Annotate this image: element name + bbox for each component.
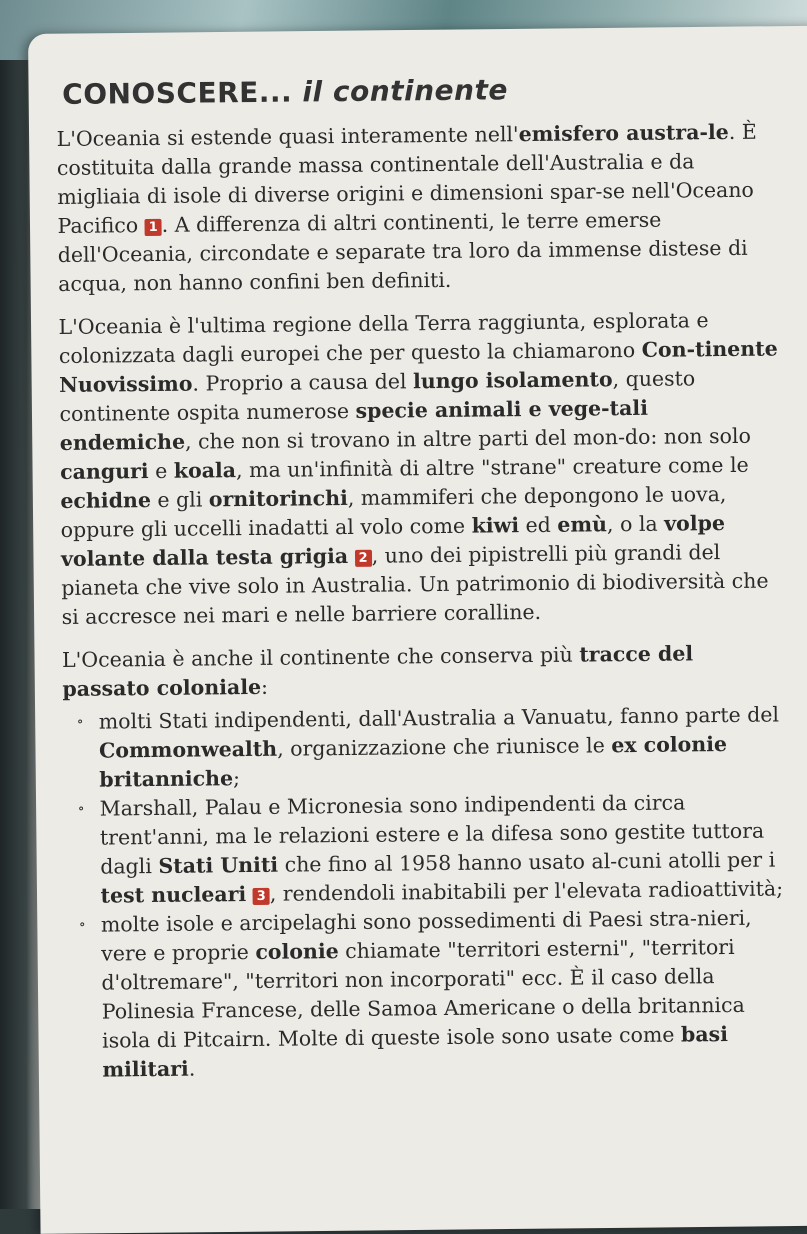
section-title xyxy=(62,70,776,110)
bullet-icon: ∘ xyxy=(77,800,85,817)
bold-term: volpe volante dalla testa grigia xyxy=(60,511,726,571)
text-run: : xyxy=(260,674,269,699)
bold-term: Stati Uniti xyxy=(158,852,279,878)
text-run: , uno dei pipistrelli più grandi del pianeta che vive solo in Australia. Un patrimonio di biodiversità che si accresce nei mari e nelle barriere coralline. xyxy=(61,540,769,629)
bold-term: lungo isolamento xyxy=(412,367,613,394)
bold-term: Con-tinente Nuovissimo xyxy=(59,336,778,397)
text-run: che fino al 1958 hanno usato al-cuni atolli per i xyxy=(278,847,776,877)
bold-term: emisfero austra-le xyxy=(518,119,729,147)
bullet-icon: ∘ xyxy=(78,916,86,933)
text-run: , mammiferi che depongono le uova, oppure gli uccelli inadatti al volo come xyxy=(60,482,727,542)
text-run: ; xyxy=(232,766,241,791)
bold-term: echidne xyxy=(60,488,152,513)
text-run: . È costituita dalla grande massa continentale dell'Australia e da migliaia di isole di diverse origini e dimensioni spar-se nell'Oceano Pacifico xyxy=(56,119,757,238)
bullet-icon: ∘ xyxy=(76,713,84,730)
bold-term: emù xyxy=(557,512,608,537)
text-run: . Proprio a causa del xyxy=(192,369,414,396)
text-run: , o la xyxy=(606,511,665,537)
bold-term: ex colonie britanniche xyxy=(99,732,728,792)
text-run: . xyxy=(188,1056,196,1081)
colonial-list xyxy=(63,700,787,1085)
paragraph-biodiversity xyxy=(58,305,781,632)
title-emphasis: il continente xyxy=(302,73,509,109)
bold-term: specie animali e vege-tali endemiche xyxy=(59,395,649,455)
text-run: Marshall, Palau e Micronesia sono indipendenti da circa trent'anni, ma le relazioni estere e la difesa sono gestite tuttora dagli xyxy=(99,790,765,879)
bold-term: kiwi xyxy=(471,513,520,538)
list-item xyxy=(65,903,787,1085)
paragraph-colonial xyxy=(62,638,783,704)
bold-term: colonie xyxy=(255,939,339,964)
text-run: ed xyxy=(518,512,558,538)
text-run: L'Oceania si estende quasi interamente nell' xyxy=(56,122,519,151)
text-run: e gli xyxy=(150,487,209,513)
text-run: L'Oceania è l'ultima regione della Terra raggiunta, esplorata e colonizzata dagli europei che per questo la chiamarono xyxy=(58,308,709,368)
text-run: , rendendoli inabitabili per l'elevata radioattività; xyxy=(269,876,784,906)
text-run: chiamate "territori esterni", "territori d'oltremare", "territori non incorporati" ecc. È il caso della Polinesia Francese, delle Samoa Americane o della britannica isola di Pitcairn. Molte di queste isole sono usate come xyxy=(101,934,745,1053)
text-run: molti Stati indipendenti, dall'Australia a Vanuatu, fanno parte del xyxy=(98,702,780,734)
text-run: , che non si trovano in altre parti del mon-do: non solo xyxy=(184,423,751,454)
text-run: e xyxy=(148,458,174,484)
bold-term: ornitorinchi xyxy=(208,485,348,512)
bold-term: Commonwealth xyxy=(98,736,278,763)
paragraph-geography xyxy=(56,117,778,299)
list-item xyxy=(63,700,784,795)
bold-term: test nucleari xyxy=(100,882,247,908)
bold-term: basi militari xyxy=(102,1022,729,1082)
text-run: molte isole e arcipelaghi sono possedimenti di Paesi stra-nieri, vere e proprie xyxy=(100,905,752,966)
figure-ref-badge-1: 1 xyxy=(145,219,162,236)
bold-term: tracce del passato coloniale xyxy=(62,641,694,701)
text-run: . A differenza di altri continenti, le terre emerse dell'Oceania, circondate e separate tra loro da immense distese di acqua, non hanno confini ben definiti. xyxy=(57,207,748,296)
page-content xyxy=(56,70,787,1084)
text-run: , ma un'infinità di altre "strane" creature come le xyxy=(235,452,749,483)
figure-ref-badge-3: 3 xyxy=(253,888,270,905)
bold-term: koala xyxy=(173,458,237,483)
bold-term: canguri xyxy=(60,459,149,484)
text-run: , questo continente ospita numerose xyxy=(59,366,696,426)
text-run: L'Oceania è anche il continente che conserva più xyxy=(61,642,580,672)
text-run: , organizzazione che riunisce le xyxy=(277,733,612,761)
list-item xyxy=(64,787,785,911)
title-prefix: CONOSCERE... xyxy=(61,75,293,111)
figure-ref-badge-2: 2 xyxy=(355,550,372,567)
